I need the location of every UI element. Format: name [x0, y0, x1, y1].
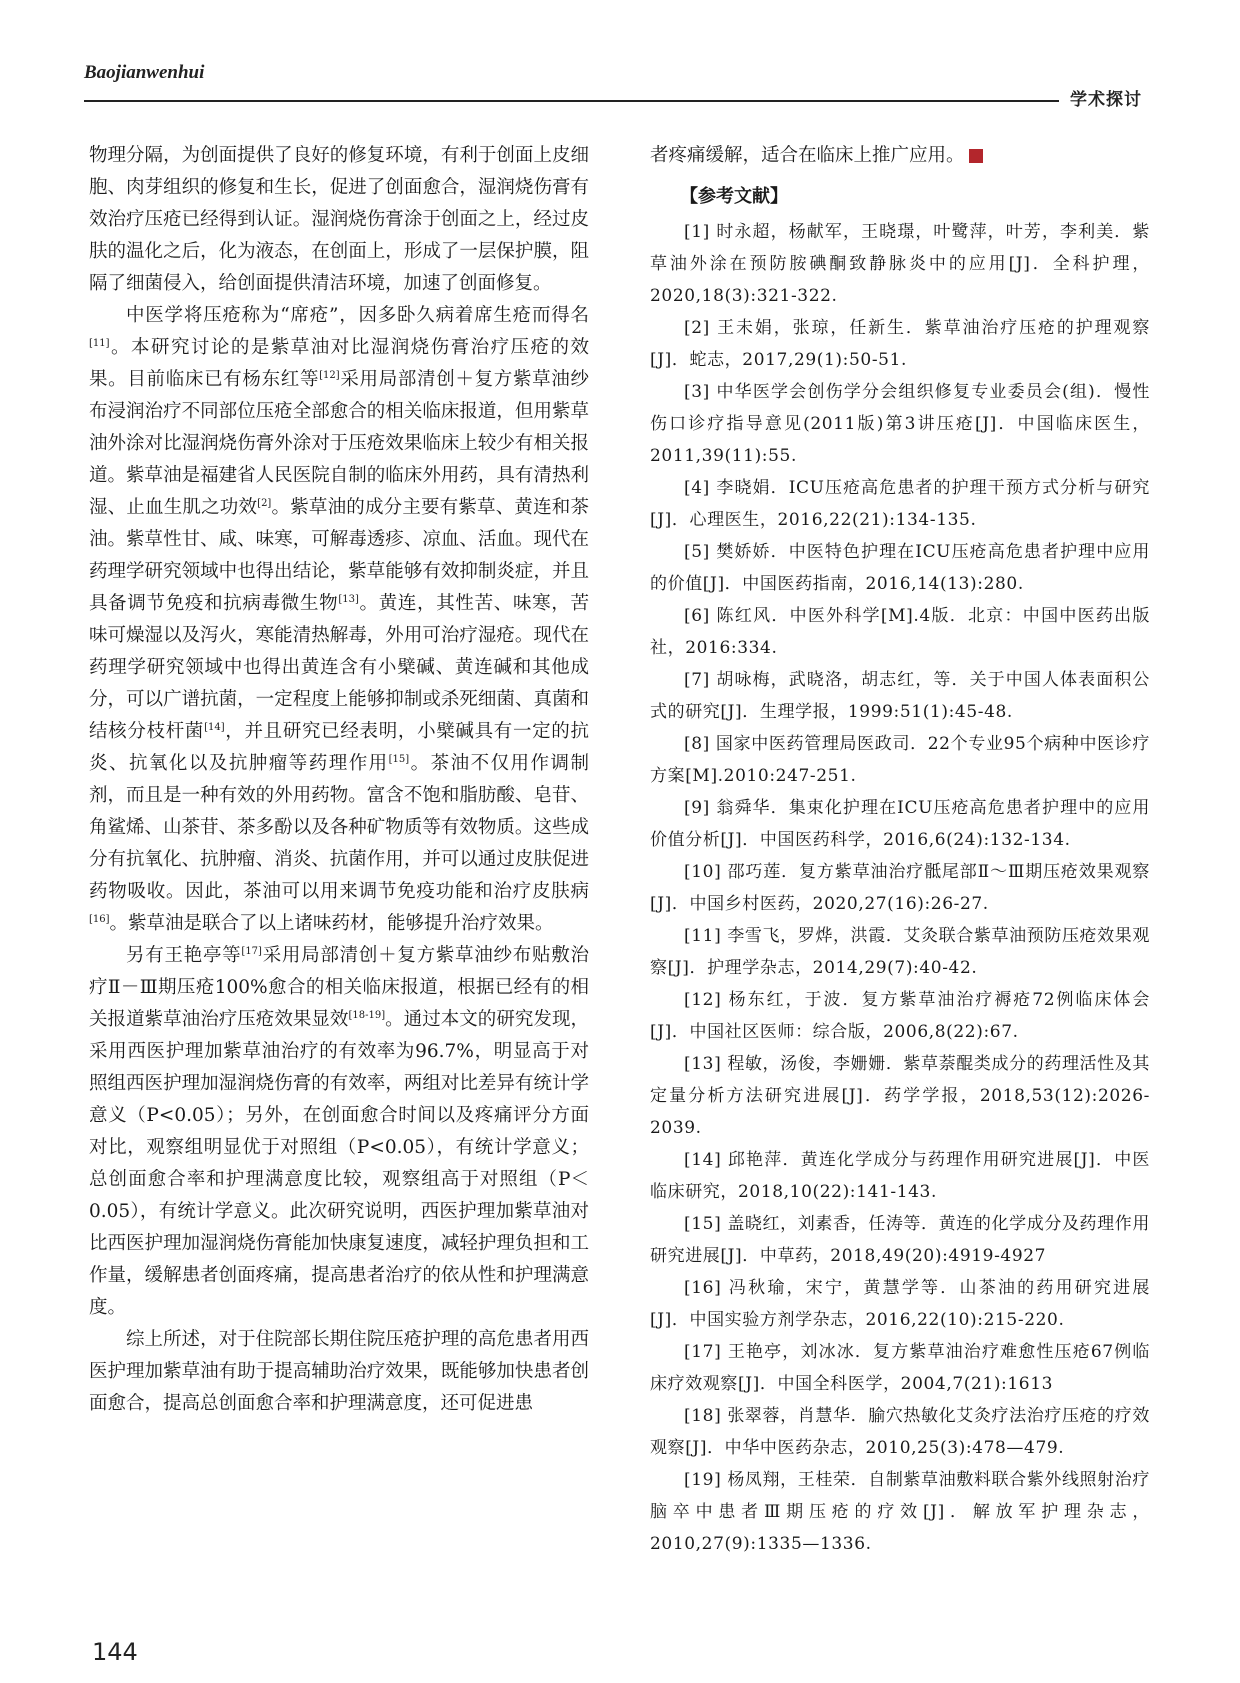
- paragraph-text: 。紫草油是联合了以上诸味药材，能够提升治疗效果。: [109, 913, 554, 934]
- body-paragraph: [89, 940, 589, 1324]
- citation-marker: [15]: [388, 753, 410, 765]
- paragraph-text: ，并且研究已经表明，小檗碱具有一定的抗炎、抗氧化以及抗肿瘤等药理作用: [89, 721, 589, 774]
- reference-item: [12] 杨东红，于波．复方紫草油治疗褥疮72例临床体会[J]．中国社区医师：综合版，2006,8(22):67.: [650, 990, 1150, 1042]
- right-column: [650, 140, 1150, 1560]
- reference-item: [2] 王未娟，张琼，任新生．紫草油治疗压疮的护理观察[J]．蛇志，2017,29(1):50-51.: [650, 318, 1150, 370]
- reference-item: [5] 樊娇娇．中医特色护理在ICU压疮高危患者护理中应用的价值[J]．中国医药指南，2016,14(13):280.: [650, 542, 1150, 594]
- body-paragraph: [89, 140, 589, 300]
- reference-list: [650, 216, 1150, 1560]
- citation-marker: [18-19]: [348, 1009, 386, 1021]
- paragraph-text: 采用局部清创＋复方紫草油纱布浸润治疗不同部位压疮全部愈合的相关临床报道，但用紫草油外涂对比湿润烧伤膏外涂对于压疮效果临床上较少有相关报道。紫草油是福建省人民医院自制的临床外用药，具有清热利湿、止血生肌之功效: [89, 369, 589, 518]
- reference-item: [17] 王艳亭，刘冰冰．复方紫草油治疗难愈性压疮67例临床疗效观察[J]．中国全科医学，2004,7(21):1613: [650, 1342, 1150, 1394]
- reference-item: [14] 邱艳萍．黄连化学成分与药理作用研究进展[J]．中医临床研究，2018,10(22):141-143.: [650, 1150, 1150, 1202]
- journal-name: Baojianwenhui: [84, 62, 205, 83]
- section-label: 学术探讨: [1070, 90, 1142, 110]
- reference-item: [8] 国家中医药管理局医政司．22个专业95个病种中医诊疗方案[M].2010:247-251.: [650, 734, 1150, 786]
- citation-marker: [13]: [338, 593, 359, 605]
- paragraph-text: 。本研究讨论的是紫草油对比湿润烧伤膏治疗压疮的效果。目前临床已有杨东红等: [89, 337, 589, 390]
- reference-item: [7] 胡咏梅，武晓洛，胡志红，等．关于中国人体表面积公式的研究[J]．生理学报，1999:51(1):45-48.: [650, 670, 1150, 722]
- reference-item: [1] 时永超，杨献军，王晓璟，叶鹭萍，叶芳，李利美．紫草油外涂在预防胺碘酮致静脉炎中的应用[J]．全科护理，2020,18(3):321-322.: [650, 222, 1150, 306]
- reference-item: [18] 张翠蓉，肖慧华．腧穴热敏化艾灸疗法治疗压疮的疗效观察[J]．中华中医药杂志，2010,25(3):478—479.: [650, 1406, 1150, 1458]
- paragraph-text: 采用局部清创＋复方紫草油纱布贴敷治疗Ⅱ－Ⅲ期压疮100%愈合的相关临床报道，根据已经有的相关报道紫草油治疗压疮效果显效: [89, 945, 589, 1030]
- citation-marker: [17]: [241, 945, 262, 957]
- end-of-article-mark: [969, 149, 983, 163]
- body-paragraph: [89, 1324, 589, 1420]
- paragraph-text: 。茶油不仅用作调制剂，而且是一种有效的外用药物。富含不饱和脂肪酸、皂苷、角鲨烯、山茶苷、茶多酚以及各种矿物质等有效物质。这些成分有抗氧化、抗肿瘤、消炎、抗菌作用，并可以通过皮肤促进药物吸收。因此，茶油可以用来调节免疫功能和治疗皮肤病: [89, 753, 589, 902]
- citation-marker: [16]: [89, 913, 110, 925]
- reference-item: [6] 陈红风．中医外科学[M].4版．北京：中国中医药出版社，2016:334.: [650, 606, 1150, 658]
- paragraph-text: 另有王艳亭等: [126, 945, 242, 966]
- paragraph-text: 综上所述，对于住院部长期住院压疮护理的高危患者用西医护理加紫草油有助于提高辅助治疗效果，既能够加快患者创面愈合，提高总创面愈合率和护理满意度，还可促进患: [89, 1329, 589, 1414]
- reference-item: [19] 杨凤翔，王桂荣．自制紫草油敷料联合紫外线照射治疗脑卒中患者Ⅲ期压疮的疗效[J]．解放军护理杂志，2010,27(9):1335—1336.: [650, 1470, 1150, 1554]
- reference-item: [13] 程敏，汤俊，李姗姗．紫草萘醌类成分的药理活性及其定量分析方法研究进展[J]．药学学报，2018,53(12):2026-2039.: [650, 1054, 1150, 1138]
- left-column: [89, 140, 589, 1420]
- paragraph-text: 物理分隔，为创面提供了良好的修复环境，有利于创面上皮细胞、肉芽组织的修复和生长，促进了创面愈合，湿润烧伤膏有效治疗压疮已经得到认证。湿润烧伤膏涂于创面之上，经过皮肤的温化之后，化为液态，在创面上，形成了一层保护膜，阻隔了细菌侵入，给创面提供清洁环境，加速了创面修复。: [89, 145, 589, 294]
- reference-item: [16] 冯秋瑜，宋宁，黄慧学等．山茶油的药用研究进展[J]．中国实验方剂学杂志，2016,22(10):215-220.: [650, 1278, 1150, 1330]
- paragraph-text: 中医学将压疮称为“席疮”，因多卧久病着席生疮而得名: [126, 305, 589, 326]
- paragraph-text: 。黄连，其性苦、味寒，苦味可燥湿以及泻火，寒能清热解毒，外用可治疗湿疮。现代在药理学研究领域中也得出黄连含有小檗碱、黄连碱和其他成分，可以广谱抗菌，一定程度上能够抑制或杀死细菌、真菌和结核分枝杆菌: [89, 593, 589, 742]
- reference-item: [4] 李晓娟．ICU压疮高危患者的护理干预方式分析与研究[J]．心理医生，2016,22(21):134-135.: [650, 478, 1150, 530]
- header-rule: [84, 100, 1059, 102]
- citation-marker: [14]: [204, 721, 225, 733]
- page-number: 144: [92, 1638, 138, 1666]
- reference-item: [3] 中华医学会创伤学分会组织修复专业委员会(组)．慢性伤口诊疗指导意见(2011版)第3讲压疮[J]．中国临床医生，2011,39(11):55.: [650, 382, 1150, 466]
- citation-marker: [12]: [319, 369, 340, 381]
- reference-item: [11] 李雪飞，罗烨，洪霞．艾灸联合紫草油预防压疮效果观察[J]．护理学杂志，2014,29(7):40-42.: [650, 926, 1150, 978]
- paragraph-text: 。紫草油的成分主要有紫草、黄连和茶油。紫草性甘、咸、味寒，可解毒透疹、凉血、活血。现代在药理学研究领域中也得出结论，紫草能够有效抑制炎症，并且具备调节免疫和抗病毒微生物: [89, 497, 589, 614]
- continuation-text: 者疼痛缓解，适合在临床上推广应用。: [650, 145, 965, 166]
- body-paragraph: [89, 300, 589, 940]
- citation-marker: [2]: [257, 497, 272, 509]
- reference-item: [15] 盖晓红，刘素香，任涛等．黄连的化学成分及药理作用研究进展[J]．中草药，2018,49(20):4919-4927: [650, 1214, 1150, 1266]
- reference-item: [9] 翁舜华．集束化护理在ICU压疮高危患者护理中的应用价值分析[J]．中国医药科学，2016,6(24):132-134.: [650, 798, 1150, 850]
- paragraph-text: 。通过本文的研究发现，采用西医护理加紫草油治疗的有效率为96.7%，明显高于对照组西医护理加湿润烧伤膏的有效率，两组对比差异有统计学意义（P<0.05）；另外，在创面愈合时间以及疼痛评分方面对比，观察组明显优于对照组（P<0.05），有统计学意义；总创面愈合率和护理满意度比较，观察组高于对照组（P＜0.05），有统计学意义。此次研究说明，西医护理加紫草油对比西医护理加湿润烧伤膏能加快康复速度，减轻护理负担和工作量，缓解患者创面疼痛，提高患者治疗的依从性和护理满意度。: [89, 1009, 589, 1318]
- continuation-paragraph: [650, 140, 1150, 172]
- citation-marker: [11]: [89, 337, 110, 349]
- reference-item: [10] 邵巧莲．复方紫草油治疗骶尾部Ⅱ～Ⅲ期压疮效果观察[J]．中国乡村医药，2020,27(16):26-27.: [650, 862, 1150, 914]
- references-heading: 【参考文献】: [680, 186, 788, 207]
